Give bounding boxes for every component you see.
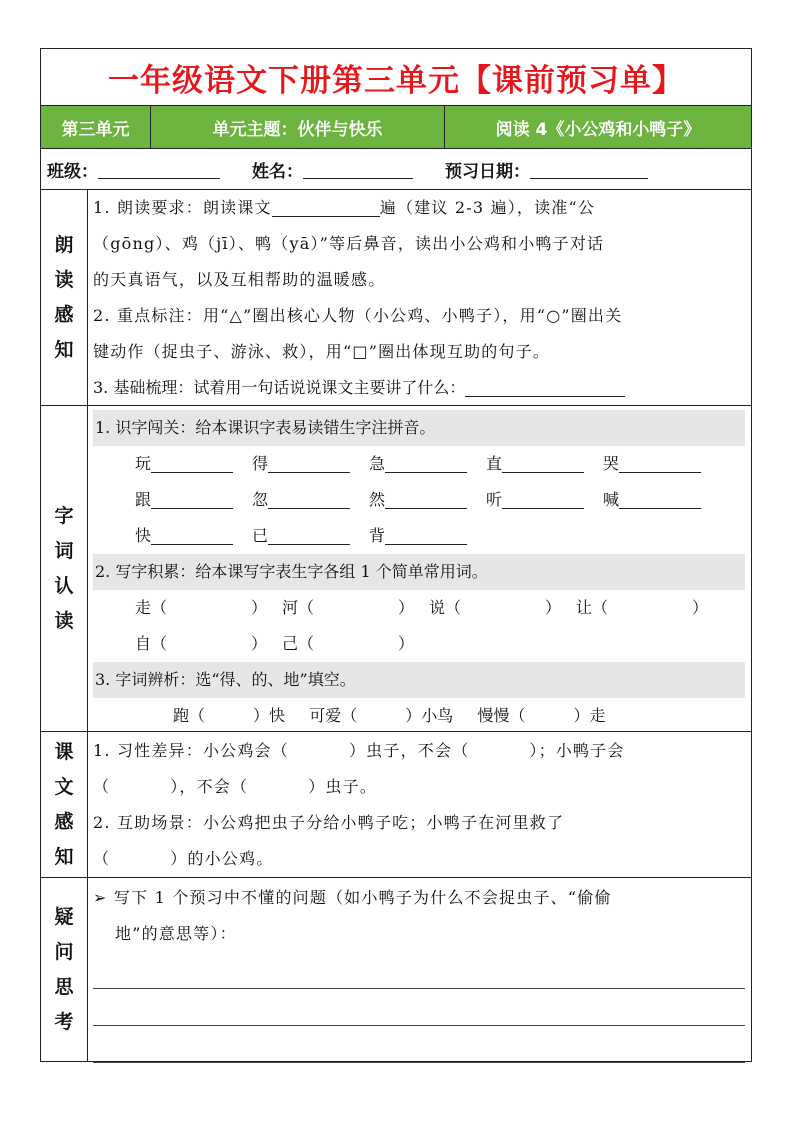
question-content [88, 878, 751, 1062]
summary-blank[interactable] [465, 376, 625, 397]
mark-task-text-2: 键动作（捉虫子、游泳、救），用“□”圈出体现互助的句子。 [93, 342, 551, 361]
reading-req-text-2: 遍（建议 2-3 遍），读准“公 [379, 198, 596, 217]
label-char: 疑 [54, 906, 74, 928]
text-section [41, 732, 751, 878]
pinyin-blank[interactable] [502, 488, 584, 509]
class-field[interactable] [98, 160, 220, 179]
reading-content [88, 190, 751, 405]
fill-after: 小鸟 [421, 706, 454, 725]
info-row [41, 149, 751, 190]
question-prompt-2: 地”的意思等）： [115, 924, 237, 943]
preview-sheet [40, 48, 752, 1062]
theme-cell: 单元主题：伙伴与快乐 [151, 106, 445, 148]
pinyin-blank[interactable] [268, 524, 350, 545]
date-field[interactable] [530, 160, 648, 179]
char: 跟 [135, 490, 152, 509]
fill-before: 可爱 [309, 706, 342, 725]
unit-cell: 第三单元 [41, 106, 151, 148]
char: 忽 [252, 490, 269, 509]
label-char: 朗 [54, 233, 74, 256]
class-label: 班级： [47, 161, 98, 182]
write-row: 走（ ） 河（ ） 说（ ） 让（ ） [135, 598, 709, 617]
char: 让 [576, 598, 593, 617]
char: 河 [282, 598, 299, 617]
char: 玩 [135, 454, 152, 473]
pinyin-blank[interactable] [385, 488, 467, 509]
label-char: 知 [54, 845, 74, 868]
question-label [41, 878, 88, 1062]
char: 得 [252, 454, 269, 473]
write-task-text: 2. 写字积累：给本课写字表生字各组 1 个简单常用词。 [93, 554, 745, 590]
pinyin-blank[interactable] [502, 452, 584, 473]
question-section [41, 878, 751, 1062]
label-char: 思 [54, 976, 74, 998]
habit-text-4: ，不会 [179, 777, 232, 796]
pinyin-row [93, 518, 745, 554]
char: 急 [369, 454, 386, 473]
fill-after: 快 [269, 706, 286, 725]
char: 喊 [603, 490, 620, 509]
pinyin-blank[interactable] [268, 488, 350, 509]
bullet-icon: ➢ [93, 888, 108, 907]
summary-task-text: 3. 基础梳理：试着用一句话说说课文主要讲了什么： [93, 378, 466, 397]
pinyin-blank[interactable] [151, 452, 233, 473]
name-label: 姓名： [252, 161, 303, 182]
label-char: 字 [54, 504, 74, 527]
words-section [41, 406, 751, 732]
page-title: 一年级语文下册第三单元【课前预习单】 [41, 49, 751, 106]
pinyin-blank[interactable] [619, 488, 701, 509]
answer-line[interactable] [93, 1026, 745, 1063]
habit-text-2: 虫子，不会 [366, 741, 453, 760]
habit-text-5: 虫子。 [325, 777, 378, 796]
char: 背 [369, 526, 386, 545]
char: 哭 [603, 454, 620, 473]
label-char: 感 [54, 810, 74, 833]
char: 听 [486, 490, 503, 509]
reading-section [41, 190, 751, 406]
pinyin-blank[interactable] [385, 452, 467, 473]
help-text: 2. 互助场景：小公鸡把虫子分给小鸭子吃；小鸭子在河里救了 [93, 813, 565, 832]
label-char: 词 [54, 539, 74, 562]
reading-req-text: 1. 朗读要求：朗读课文 [93, 198, 272, 217]
char: 已 [252, 526, 269, 545]
label-char: 认 [54, 574, 74, 597]
help-text-2: 的小公鸡。 [187, 849, 274, 868]
char: 说 [429, 598, 446, 617]
label-char: 问 [54, 941, 74, 963]
fill-before: 跑 [173, 706, 190, 725]
pinyin-row [93, 482, 745, 518]
pinyin-blank[interactable] [268, 452, 350, 473]
name-field[interactable] [303, 160, 413, 179]
char: 直 [486, 454, 503, 473]
date-label: 预习日期： [445, 161, 530, 182]
label-char: 课 [54, 740, 74, 763]
header-bar [41, 106, 751, 149]
reading-req-text-3: （gōng）、鸡（jī）、鸭（yā）”等后鼻音，读出小公鸡和小鸭子对话 [93, 234, 605, 253]
char: 己 [282, 634, 299, 653]
char: 走 [135, 598, 152, 617]
answer-line[interactable] [93, 989, 745, 1026]
habit-text: 1. 习性差异：小公鸡会 [93, 741, 272, 760]
discriminate-task-text: 3. 字词辨析：选“得、的、地”填空。 [93, 662, 745, 698]
fill-after: 走 [589, 706, 606, 725]
pinyin-task-text: 1. 识字闯关：给本课识字表易读错生字注拼音。 [93, 410, 745, 446]
pinyin-blank[interactable] [151, 488, 233, 509]
write-row: 自（ ） 己（ ） [135, 634, 415, 653]
lesson-cell: 阅读 4《小公鸡和小鸭子》 [495, 119, 701, 140]
text-content: 1. 习性差异：小公鸡会（ ）虫子，不会（ ）；小鸭子会 （ ），不会（ ）虫子。 2. 互助场景：小公鸡把虫子分给小鸭子吃；小鸭子在河里救了 （ ）的小公鸡。 [88, 732, 751, 877]
fill-before: 慢慢 [477, 706, 510, 725]
label-char: 文 [54, 775, 74, 798]
answer-line[interactable] [93, 952, 745, 989]
label-char: 考 [54, 1011, 74, 1033]
label-char: 读 [54, 268, 74, 291]
reading-req-text-4: 的天真语气，以及互相帮助的温暖感。 [93, 270, 386, 289]
pinyin-blank[interactable] [619, 452, 701, 473]
label-char: 知 [54, 338, 74, 361]
reading-label [41, 190, 88, 405]
reading-times-blank[interactable] [272, 196, 380, 217]
pinyin-blank[interactable] [151, 524, 233, 545]
words-label [41, 406, 88, 731]
habit-text-3: ；小鸭子会 [538, 741, 625, 760]
text-label [41, 732, 88, 877]
char: 自 [135, 634, 152, 653]
fill-row: 跑（ ）快 可爱（ ）小鸟 慢慢（ ）走 [173, 706, 606, 725]
pinyin-row [93, 446, 745, 482]
label-char: 感 [54, 303, 74, 326]
char: 快 [135, 526, 152, 545]
question-prompt: 写下 1 个预习中不懂的问题（如小鸭子为什么不会捉虫子、“偷偷 [113, 888, 612, 907]
char: 然 [369, 490, 386, 509]
mark-task-text: 2. 重点标注：用“△”圈出核心人物（小公鸡、小鸭子），用“○”圈出关 [93, 306, 623, 325]
label-char: 读 [54, 609, 74, 632]
pinyin-blank[interactable] [385, 524, 467, 545]
words-content [88, 406, 751, 731]
